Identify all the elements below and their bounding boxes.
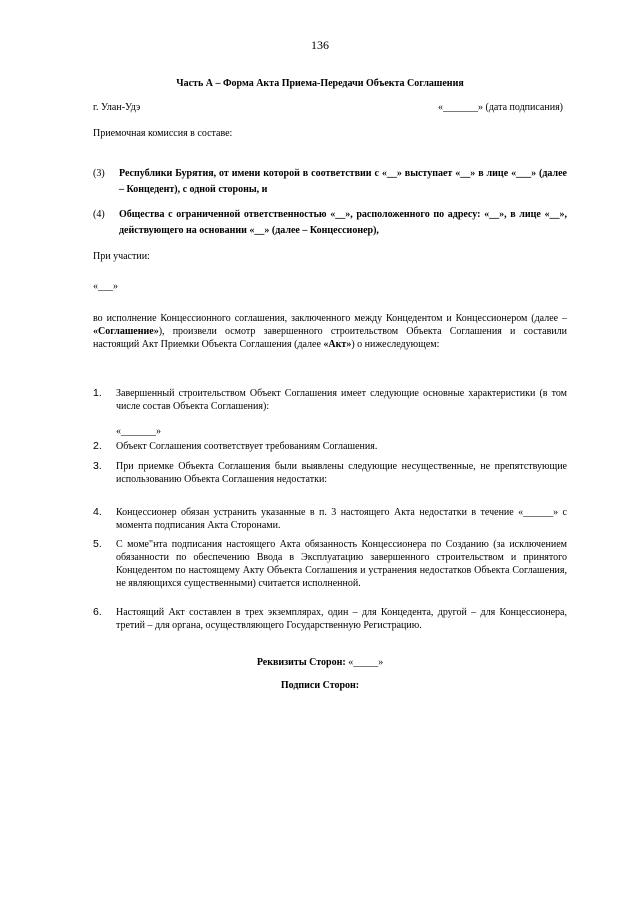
document-title: Часть А – Форма Акта Приема-Передачи Объекта Соглашения: [176, 78, 464, 89]
list-item: [93, 538, 567, 590]
signatures-heading: Подписи Сторон:: [280, 680, 360, 691]
item-number: 6.: [93, 606, 102, 618]
item-number: 1.: [93, 387, 102, 399]
item-number: 4.: [93, 506, 102, 518]
page-number: 136: [311, 38, 329, 52]
participation-label: При участии:: [93, 251, 150, 262]
list-item: [93, 460, 567, 486]
item-placeholder: «_______»: [116, 426, 161, 437]
item-text: Настоящий Акт составлен в трех экземплярах, один – для Концедента, другой – для Концессионера, третий – для органа, осуществляющего Государственную Регистрацию.: [116, 607, 567, 631]
signing-date: «_______» (дата подписания): [437, 102, 563, 113]
party-number: (3): [93, 168, 105, 179]
item-text: Завершенный строительством Объект Соглашения имеет следующие основные характеристики (в том числе состав Объекта Соглашения):: [116, 388, 567, 412]
agreement-term: «Соглашение»: [93, 326, 159, 337]
intro-text: ), произвели осмотр завершенного строительством Объекта Соглашения и составили настоящий Акт Приемки Объекта Соглашения (далее: [93, 326, 567, 350]
item-number: 5.: [93, 538, 102, 550]
list-item: [93, 387, 567, 438]
intro-text: ) о нижеследующем:: [351, 339, 440, 350]
list-item: [93, 440, 567, 453]
requisites-label: Реквизиты Сторон:: [256, 657, 346, 668]
party-concessionaire: [93, 207, 567, 239]
list-item: [93, 506, 567, 532]
item-text: Концессионер обязан устранить указанные в п. 3 настоящего Акта недостатки в течение «______» с момента подписания Акта Сторонами.: [116, 507, 567, 531]
requisites-placeholder: «_____»: [345, 657, 384, 668]
participant-placeholder: «___»: [93, 281, 118, 292]
item-number: 3.: [93, 460, 102, 472]
commission-line: Приемочная комиссия в составе:: [93, 128, 233, 139]
item-number: 2.: [93, 440, 102, 452]
intro-paragraph: [93, 312, 567, 351]
item-text: С моме"нта подписания настоящего Акта обязанность Концессионера по Созданию (за исключением обязанности по обеспечению Ввода в Эксплуатацию завершенного строительством и принятого Концедентом по настоящему Акту Объекта Соглашения и устранения недостатков Объекта Соглашения, не являющихся существенными) считается исполненной.: [116, 539, 567, 589]
item-text: При приемке Объекта Соглашения были выявлены следующие несущественные, не препятствующие использованию Объекта Соглашения недостатки:: [116, 461, 567, 485]
party-text: Общества с ограниченной ответственностью «__», расположенного по адресу: «__», в лице «__», действующего на основании «__» (далее – Концессионер),: [119, 209, 567, 236]
party-text: Республики Бурятия, от имени которой в соответствии с «__» выступает «__» в лице «___» (далее – Концедент), с одной стороны, и: [119, 168, 567, 195]
intro-text: во исполнение Концессионного соглашения, заключенного между Концедентом и Концессионером (далее –: [93, 313, 567, 324]
party-number: (4): [93, 209, 105, 220]
city-name: г. Улан-Удэ: [93, 102, 141, 113]
requisites-line: [0, 657, 640, 668]
act-term: «Акт»: [323, 339, 352, 350]
list-item: [93, 606, 567, 632]
party-grantor: [93, 166, 567, 198]
item-text: Объект Соглашения соответствует требованиям Соглашения.: [116, 441, 378, 452]
